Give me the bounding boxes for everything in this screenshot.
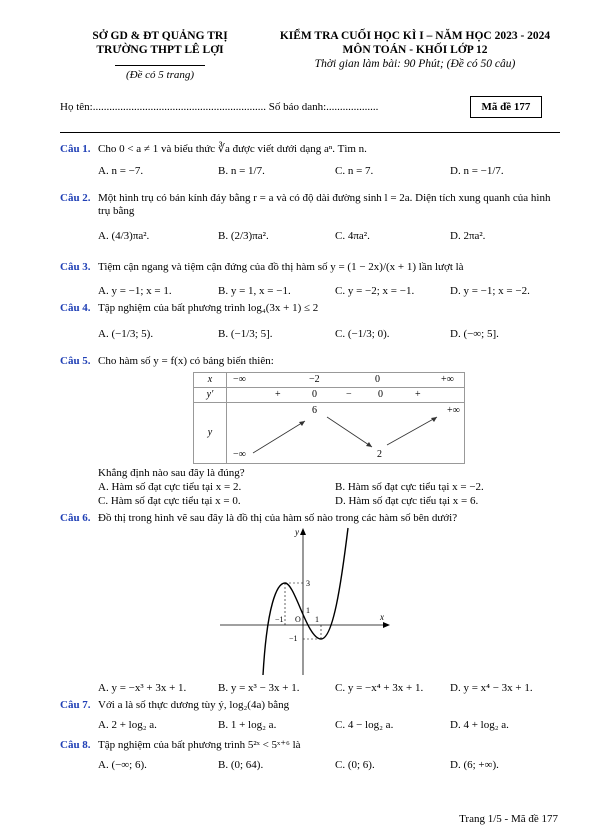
- y-value: +∞: [447, 405, 460, 416]
- option-a[interactable]: A. y = −1; x = 1.: [98, 285, 172, 297]
- question-2: [60, 192, 560, 252]
- option-c[interactable]: C. n = 7.: [335, 165, 374, 177]
- question-1: [60, 143, 560, 183]
- table-y-label: y: [194, 403, 227, 464]
- question-text: Tập nghiệm của bất phương trình 5²ˣ < 5ˣ⁺⁶ là: [98, 739, 301, 751]
- option-a[interactable]: A. (−∞; 6).: [98, 759, 147, 771]
- pages-note: (Đề có 5 trang): [125, 68, 195, 81]
- x-value: −∞: [233, 374, 246, 385]
- option-b[interactable]: B. y = x³ − 3x + 1.: [218, 682, 300, 694]
- option-b[interactable]: B. (0; 64).: [218, 759, 264, 771]
- question-number: Câu 4.: [60, 302, 91, 314]
- option-a[interactable]: A. (4/3)πa².: [98, 230, 150, 242]
- page-footer: Trang 1/5 - Mã đề 177: [459, 813, 558, 825]
- divider: [115, 65, 205, 66]
- option-d[interactable]: D. n = −1/7.: [450, 165, 504, 177]
- question-text: Một hình trụ có bán kính đáy bằng r = a và có độ dài đường sinh l = 2a. Diện tích xung quanh của hình trụ bằng: [98, 192, 551, 218]
- tick-label: 3: [306, 579, 310, 588]
- exam-duration: Thời gian làm bài: 90 Phút; (Đề có 50 câu): [314, 57, 516, 70]
- x-value: −2: [309, 374, 320, 385]
- exam-code: Mã đề 177: [470, 96, 542, 118]
- header-right: [265, 30, 565, 71]
- subject-title: MÔN TOÁN - KHỐI LỚP 12: [342, 43, 488, 56]
- question-statement: Khẳng định nào sau đây là đúng?: [98, 467, 245, 479]
- question-number: Câu 5.: [60, 355, 91, 367]
- question-text: Đồ thị trong hình vẽ sau đây là đồ thị của hàm số nào trong các hàm số bên dưới?: [98, 512, 458, 524]
- question-4: [60, 302, 560, 352]
- axis-x-label: x: [380, 612, 384, 622]
- y-value: 6: [312, 405, 317, 416]
- y-value: −∞: [233, 449, 246, 460]
- name-label: Họ tên:...............................................................: [60, 101, 266, 113]
- option-d[interactable]: D. y = −1; x = −2.: [450, 285, 530, 297]
- id-label: Số báo danh:...................: [268, 101, 379, 113]
- option-d[interactable]: D. 4 + log₂ a.: [450, 719, 509, 731]
- tick-label: 1: [306, 606, 310, 615]
- option-a[interactable]: A. 2 + log₂ a.: [98, 719, 157, 731]
- yp-sign: 0: [378, 389, 383, 400]
- option-d[interactable]: D. 2πa².: [450, 230, 486, 242]
- option-a[interactable]: A. n = −7.: [98, 165, 144, 177]
- header-left: [60, 30, 260, 82]
- question-text: Cho 0 < a ≠ 1 và biểu thức ∛a được viết dưới dạng aⁿ. Tìm n.: [98, 143, 367, 155]
- option-d[interactable]: D. (6; +∞).: [450, 759, 499, 771]
- option-c[interactable]: C. (0; 6).: [335, 759, 375, 771]
- question-text: Tập nghiệm của bất phương trình log₄(3x + 1) ≤ 2: [98, 302, 319, 314]
- option-c[interactable]: C. (−1/3; 0).: [335, 328, 390, 340]
- question-number: Câu 8.: [60, 739, 91, 751]
- option-b[interactable]: B. (−1/3; 5].: [218, 328, 273, 340]
- x-value: 0: [375, 374, 380, 385]
- option-b[interactable]: B. n = 1/7.: [218, 165, 265, 177]
- option-b[interactable]: B. (2/3)πa².: [218, 230, 269, 242]
- option-c[interactable]: C. 4πa².: [335, 230, 370, 242]
- variation-table: [193, 372, 465, 464]
- question-text: Cho hàm số y = f(x) có bảng biến thiên:: [98, 355, 274, 367]
- option-c[interactable]: C. y = −2; x = −1.: [335, 285, 415, 297]
- variation-arrows: [227, 403, 465, 465]
- question-number: Câu 2.: [60, 192, 91, 204]
- function-graph: [215, 525, 395, 680]
- tick-label: −1: [275, 615, 284, 624]
- option-c[interactable]: C. y = −x⁴ + 3x + 1.: [335, 682, 424, 694]
- school-name: TRƯỜNG THPT LÊ LỢI: [96, 43, 224, 56]
- yp-sign: −: [346, 389, 352, 400]
- axis-origin-label: O: [295, 615, 301, 624]
- header-rule: [60, 132, 560, 133]
- yp-sign: +: [415, 389, 421, 400]
- table-x-label: x: [194, 373, 227, 388]
- question-number: Câu 3.: [60, 261, 91, 273]
- table-yp-label: y′: [194, 388, 227, 403]
- exam-title: KIỂM TRA CUỐI HỌC KÌ I – NĂM HỌC 2023 - 2024: [279, 30, 551, 42]
- question-8: [60, 739, 560, 779]
- dept-name: SỞ GD & ĐT QUẢNG TRỊ: [92, 30, 228, 42]
- question-text: Với a là số thực dương tùy ý, log₂(4a) bằng: [98, 699, 290, 711]
- axis-y-label: y: [295, 527, 299, 537]
- option-d[interactable]: D. (−∞; 5].: [450, 328, 499, 340]
- option-d[interactable]: D. Hàm số đạt cực tiểu tại x = 6.: [335, 495, 479, 507]
- option-a[interactable]: A. (−1/3; 5).: [98, 328, 154, 340]
- option-c[interactable]: C. 4 − log₂ a.: [335, 719, 394, 731]
- option-b[interactable]: B. Hàm số đạt cực tiểu tại x = −2.: [335, 481, 484, 493]
- option-b[interactable]: B. 1 + log₂ a.: [218, 719, 277, 731]
- student-info: [60, 101, 378, 114]
- tick-label: −1: [289, 634, 298, 643]
- yp-sign: +: [275, 389, 281, 400]
- option-a[interactable]: A. y = −x³ + 3x + 1.: [98, 682, 187, 694]
- question-text: Tiệm cận ngang và tiệm cận đứng của đồ thị hàm số y = (1 − 2x)/(x + 1) lần lượt là: [98, 261, 464, 273]
- question-number: Câu 7.: [60, 699, 91, 711]
- tick-label: 1: [315, 615, 319, 624]
- question-number: Câu 1.: [60, 143, 91, 155]
- x-value: +∞: [441, 374, 454, 385]
- option-d[interactable]: D. y = x⁴ − 3x + 1.: [450, 682, 533, 694]
- option-a[interactable]: A. Hàm số đạt cực tiểu tại x = 2.: [98, 481, 242, 493]
- option-c[interactable]: C. Hàm số đạt cực tiểu tại x = 0.: [98, 495, 241, 507]
- question-7: [60, 699, 560, 739]
- option-b[interactable]: B. y = 1, x = −1.: [218, 285, 291, 297]
- yp-sign: 0: [312, 389, 317, 400]
- y-value: 2: [377, 449, 382, 460]
- question-number: Câu 6.: [60, 512, 91, 524]
- question-3: [60, 261, 560, 301]
